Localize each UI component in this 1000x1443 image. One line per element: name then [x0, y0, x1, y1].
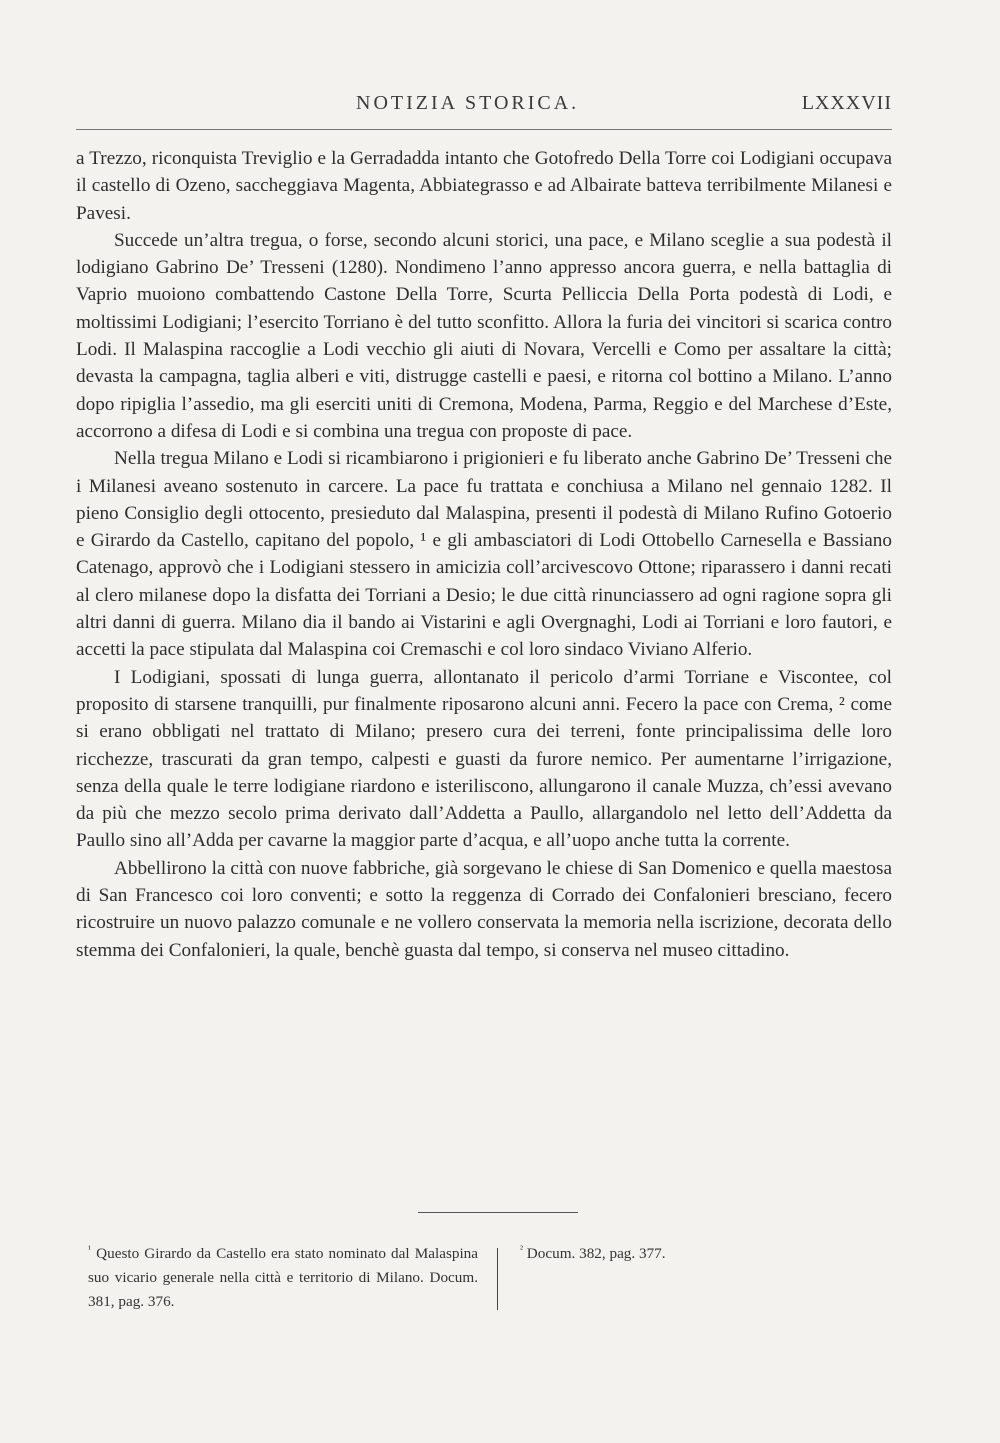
- header-rule: [76, 129, 892, 130]
- footnote-1-mark: ¹: [88, 1243, 91, 1255]
- footnote-2-mark: ²: [520, 1243, 523, 1255]
- running-header: [76, 92, 892, 122]
- footnote-2-text: Docum. 382, pag. 377.: [526, 1245, 666, 1262]
- page-number: LXXXVII: [801, 92, 892, 114]
- paragraph-1: a Trezzo, riconquista Treviglio e la Gerradadda intanto che Gotofredo Della Torre coi Lodigiani occupava il castello di Ozeno, saccheggiava Magenta, Abbiategrasso e ad Albairate batteva terribilmente Milanesi e Pavesi.: [76, 148, 892, 224]
- footnotes: [76, 1242, 892, 1322]
- paragraph-2: Succede un’altra tregua, o forse, secondo alcuni storici, una pace, e Milano sceglie a sua podestà il lodigiano Gabrino De’ Tresseni (1280). Nondimeno l’anno appresso ancora guerra, e nella battaglia di Vaprio muoiono combattendo Castone Della Torre, Scurta Pelliccia Della Porta podestà di Lodi, e moltissimi Lodigiani; l’esercito Torriano è del tutto sconfitto. Allora la furia dei vincitori si scarica contro Lodi. Il Malaspina raccoglie a Lodi vecchio gli aiuti di Novara, Vercelli e Como per assaltare la città; devasta la campagna, taglia alberi e viti, distrugge castelli e paesi, e ritorna col bottino a Milano. L’anno dopo ripiglia l’assedio, ma gli eserciti uniti di Cremona, Modena, Parma, Reggio e del Marchese d’Este, accorrono a difesa di Lodi e si combina una tregua con proposte di pace.: [76, 229, 892, 442]
- paragraph-5: Abbellirono la città con nuove fabbriche, già sorgevano le chiese di San Domenico e quella maestosa di San Francesco coi loro conventi; e sotto la reggenza di Corrado dei Confalonieri bresciano, fecero ricostruire un nuovo palazzo comunale e ne vollero conservata la memoria nella iscrizione, decorata dello stemma dei Confalonieri, la quale, benchè guasta dal tempo, si conserva nel museo cittadino.: [76, 857, 892, 961]
- footnote-divider: [497, 1248, 498, 1310]
- paragraph-4: I Lodigiani, spossati di lunga guerra, allontanato il pericolo d’armi Torriane e Viscontee, col proposito di starsene tranquilli, pur finalmente riposarono alcuni anni. Fecero la pace con Crema, ² come si erano obbligati nel trattato di Milano; presero cura dei terreni, fonte principalissima delle loro ricchezze, trascurati da gran tempo, calpesti e guasti da furore nemico. Per aumentarne l’irrigazione, senza della quale le terre lodigiane riardono e isteriliscono, allungarono il canale Muzza, ch’essi avevano da più che mezzo secolo prima derivato dall’Addetta a Paullo, allargandolo nel letto dell’Addetta da Paullo sino all’Adda per cavarne la maggior parte d’acqua, e all’uopo anche tutta la corrente.: [76, 666, 892, 852]
- footnote-1-text: Questo Girardo da Castello era stato nominato dal Malaspina suo vicario generale nella città e territorio di Milano. Docum. 381, pag. 376.: [88, 1245, 479, 1310]
- footnote-rule: [418, 1212, 578, 1213]
- body-text: [76, 145, 892, 964]
- paragraph-3: Nella tregua Milano e Lodi si ricambiarono i prigionieri e fu liberato anche Gabrino De’ Tresseni che i Milanesi aveano sostenuto in carcere. La pace fu trattata e conchiusa a Milano nel gennaio 1282. Il pieno Consiglio degli ottocento, presieduto dal Malaspina, presenti il podestà di Milano Rufino Gotoerio e Girardo da Castello, capitano del popolo, ¹ e gli ambasciatori di Lodi Ottobello Carnesella e Bassiano Catenago, approvò che i Lodigiani stessero in amicizia coll’arcivescovo Ottone; riparassero i danni recati al clero milanese dopo la disfatta dei Torriani a Desio; le due città rinunciassero ad ogni ragione sopra gli altri danni di guerra. Milano dia il bando ai Vistarini e agli Overgnaghi, Lodi ai Torriani e loro fautori, e accetti la pace stipulata dal Malaspina coi Cremaschi e col loro sindaco Viviano Alferio.: [76, 448, 892, 661]
- running-title: NOTIZIA STORICA.: [356, 92, 580, 114]
- footnote-2: [520, 1242, 880, 1266]
- footnote-1: [88, 1242, 478, 1314]
